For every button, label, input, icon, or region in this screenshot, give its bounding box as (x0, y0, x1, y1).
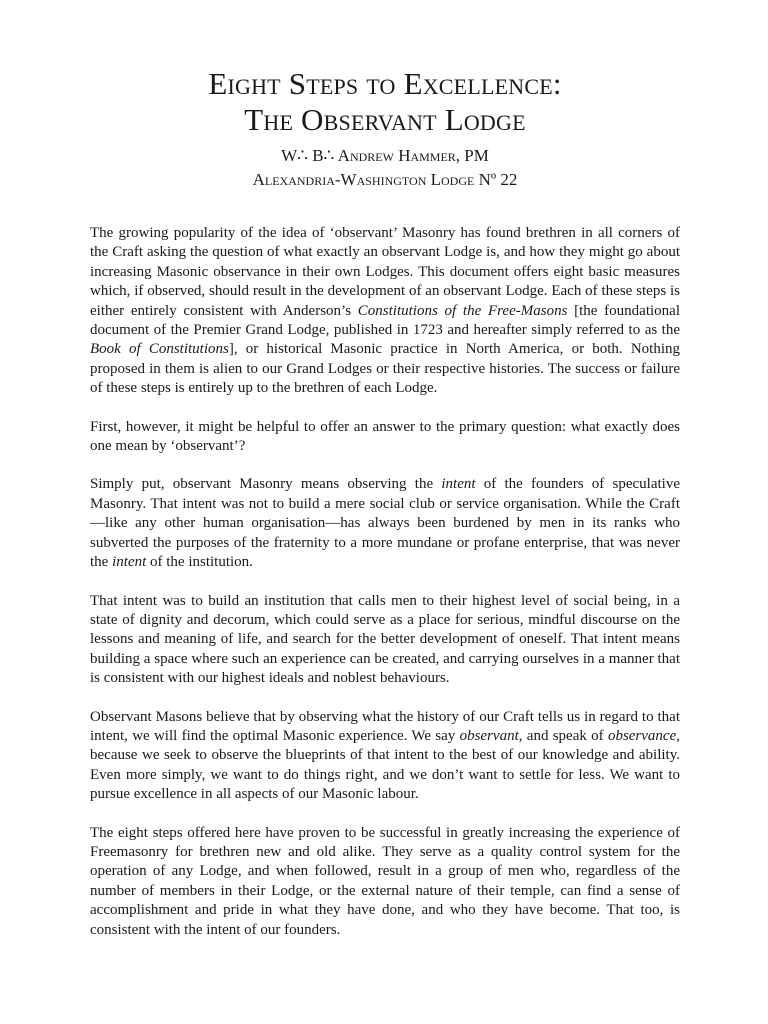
title-line-1: Eight Steps to Excellence: (208, 66, 562, 101)
paragraph-2: First, however, it might be helpful to offer an answer to the primary question: what exactly does one mean by ‘observant’? (90, 418, 680, 455)
paragraph-4: That intent was to build an institution that calls men to their highest level of social being, in a state of dignity and decorum, which could serve as a place for serious, mindful discourse on the lessons and meaning of life, and search for the better development of oneself. That intent means building a space where such an experience can be created, and carrying ourselves in a manner that is consistent with our highest ideals and noblest behaviours. (90, 592, 680, 687)
lodge-affiliation: Alexandria-Washington Lodge Nº 22 (252, 170, 518, 189)
paragraph-1: The growing popularity of the idea of ‘observant’ Masonry has found brethren in all corners of the Craft asking the question of what exactly an observant Lodge is, and how they might go about increasing Masonic observance in their own Lodges. This document offers eight basic measures which, if observed, should result in the development of an observant Lodge. Each of these steps is either entirely consistent with Anderson’s Constitutions of the Free-Masons [the foundational document of the Premier Grand Lodge, published in 1723 and hereafter simply referred to as the Book of Constitutions], or historical Masonic practice in North America, or both. Nothing proposed in them is alien to our Grand Lodges or their respective histories. The success or failure of these steps is entirely up to the brethren of each Lodge. (90, 225, 680, 397)
title-line-2: The Observant Lodge (244, 102, 526, 137)
paragraph-6: The eight steps offered here have proven to be successful in greatly increasing the experience of Freemasonry for brethren new and old alike. They serve as a quality control system for the operation of any Lodge, and when followed, result in a group of men who, regardless of the number of members in their Lodge, or the external nature of their temple, can find a sense of accomplishment and pride in what they have done, and who they have become. That too, is consistent with the intent of our founders. (90, 824, 680, 938)
paragraph-5: Observant Masons believe that by observing what the history of our Craft tells us in regard to that intent, we will find the optimal Masonic experience. We say observant, and speak of observance, because we seek to observe the blueprints of that intent to the best of our knowledge and ability. Even more simply, we want to do things right, and we don’t want to settle for less. We want to pursue excellence in all aspects of our Masonic labour. (90, 708, 680, 803)
author-byline: W∴ B∴ Andrew Hammer, PM (281, 146, 489, 165)
document-title (90, 66, 680, 138)
paragraph-3: Simply put, observant Masonry means observing the intent of the founders of speculative Masonry. That intent was not to build a mere social club or service organisation. While the Craft—like any other human organisation—has always been burdened by men in its ranks who subverted the purposes of the fraternity to a more mundane or profane enterprise, that was never the intent of the institution. (90, 476, 680, 571)
document-body (90, 224, 680, 940)
